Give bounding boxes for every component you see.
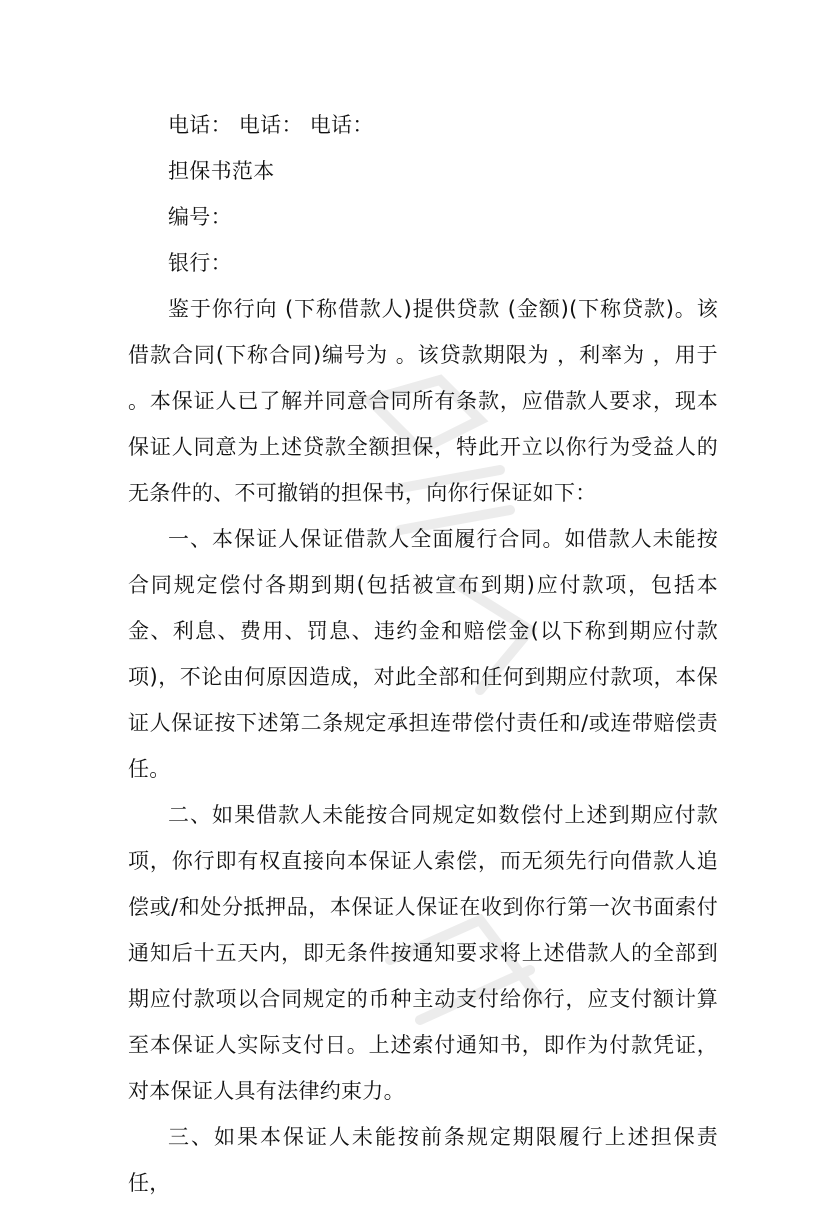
intro-paragraph: 鉴于你行向 (下称借款人)提供贷款 (金额)(下称贷款)。该借款合同(下称合同)编号为 。该贷款期限为 ，利率为 ，用于 。本保证人已了解并同意合同所有条款，应借款人要求，现本保证人同意为上述贷款全额担保，特此开立以你行为受益人的无条件的、不可撤销的担保书，向你行保证如下： <box>128 297 718 505</box>
document-body <box>128 102 718 1206</box>
bank-label: 银行： <box>168 251 232 275</box>
clause-two-paragraph: 二、如果借款人未能按合同规定如数偿付上述到期应付款项，你行即有权直接向本保证人索偿，而无须先行向借款人追偿或/和处分抵押品，本保证人保证在收到你行第一次书面索付通知后十五天内，即无条件按通知要求将上述借款人的全部到期应付款项以合同规定的币种主动支付给你行，应支付额计算至本保证人实际支付日。上述索付通知书，即作为付款凭证，对本保证人具有法律约束力。 <box>128 803 718 1103</box>
clause-three-paragraph: 三、如果本保证人未能按前条规定期限履行上述担保责任， <box>128 1125 718 1195</box>
phone-line: 电话： 电话： 电话： <box>168 113 374 137</box>
number-label: 编号： <box>168 205 232 229</box>
document-title: 担保书范本 <box>168 159 275 183</box>
clause-one-paragraph: 一、本保证人保证借款人全面履行合同。如借款人未能按合同规定偿付各期到期(包括被宣布到期)应付款项，包括本金、利息、费用、罚息、违约金和赔偿金(以下称到期应付款项)，不论由何原因造成，对此全部和任何到期应付款项，本保证人保证按下述第二条规定承担连带偿付责任和/或连带赔偿责任。 <box>128 527 718 781</box>
